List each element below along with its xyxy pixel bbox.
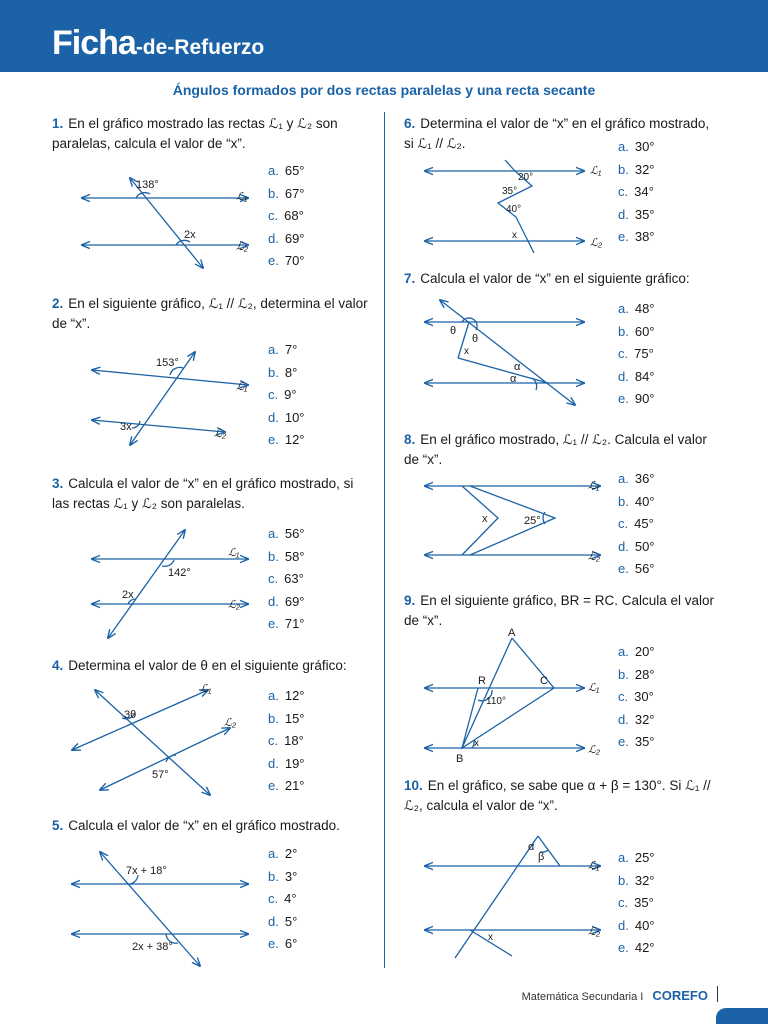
- q2-line1-label: ℒ₁: [236, 381, 248, 393]
- option-value: 40°: [634, 917, 655, 933]
- option-value: 10°: [284, 409, 305, 425]
- q5-top-label: 7x + 18°: [126, 865, 167, 877]
- q10-alpha-label: α: [528, 841, 535, 853]
- option-value: 90°: [634, 391, 655, 406]
- option-letter: d.: [618, 206, 629, 222]
- option-value: 2°: [284, 846, 298, 861]
- q9-R-label: R: [478, 675, 486, 687]
- option-value: 40°: [634, 493, 655, 509]
- q10-beta-label: β: [538, 851, 545, 863]
- option-letter: d.: [618, 917, 629, 933]
- option-letter: b.: [618, 493, 629, 509]
- option-letter: b.: [268, 364, 279, 380]
- q4-angle-label: 3θ: [124, 709, 137, 721]
- q2-line2-label: ℒ₂: [214, 428, 227, 440]
- option-value: 63°: [284, 571, 304, 586]
- footer: [522, 988, 708, 1003]
- option-letter: a.: [268, 163, 279, 178]
- diagram-q10: [425, 836, 600, 958]
- option-letter: c.: [618, 895, 629, 910]
- option-letter: c.: [618, 184, 629, 199]
- option-letter: a.: [268, 342, 279, 357]
- q6-35-label: 35°: [502, 186, 518, 197]
- q7-theta1-label: θ: [450, 325, 457, 337]
- option-letter: d.: [618, 538, 629, 554]
- page-corner-tab: [716, 1008, 768, 1024]
- q6-line2-label: ℒ₂: [590, 237, 603, 249]
- q8-line1-label: ℒ₁: [588, 480, 600, 492]
- option-value: 75°: [634, 346, 654, 361]
- diagram-q6: [425, 160, 584, 253]
- q7-alpha1-label: α: [514, 361, 521, 373]
- q3-line2-label: ℒ₂: [228, 599, 241, 611]
- option-value: 21°: [284, 778, 305, 793]
- option-value: 56°: [634, 561, 655, 576]
- q7-alpha2-label: α: [510, 373, 517, 385]
- option-letter: c.: [268, 733, 279, 748]
- title-main: Ficha: [52, 24, 136, 62]
- question-4: 4. Determina el valor de θ en el siguiente gráfico:: [52, 658, 347, 673]
- q5-bottom-label: 2x + 38°: [132, 941, 173, 953]
- q6-40-label: 40°: [506, 204, 522, 215]
- option-value: 4°: [284, 891, 297, 906]
- option-letter: e.: [618, 391, 629, 406]
- q1-angle-label: 138°: [136, 179, 159, 191]
- option-value: 35°: [634, 895, 654, 910]
- q8-x-label: x: [482, 513, 488, 525]
- q9-line1-label: ℒ₁: [588, 682, 600, 694]
- question-9: 9. En el siguiente gráfico, BR = RC. Calcula el valor de “x”.: [404, 593, 715, 628]
- q1-line2-label: ℒ₂: [236, 241, 249, 253]
- option-value: 50°: [634, 538, 655, 554]
- option-value: 69°: [284, 593, 305, 609]
- option-value: 8°: [284, 364, 298, 380]
- option-value: 36°: [634, 471, 655, 486]
- question-10: 10. En el gráfico, se sabe que α + β = 130°. Si ℒ₁ // ℒ₂, calcula el valor de “x”.: [404, 778, 711, 813]
- option-letter: a.: [268, 846, 279, 861]
- diagram-q3: [92, 530, 248, 638]
- option-letter: e.: [268, 616, 279, 631]
- question-1: 1. En el gráfico mostrado las rectas ℒ₁ y ℒ₂ son paralelas, calcula el valor de “x”.: [52, 116, 338, 151]
- diagram-q1: [82, 178, 248, 268]
- question-5: 5. Calcula el valor de “x” en el gráfico mostrado.: [52, 818, 340, 833]
- option-value: 32°: [634, 711, 655, 727]
- option-letter: a.: [268, 688, 279, 703]
- option-value: 28°: [634, 666, 655, 682]
- q8-25-label: 25°: [524, 515, 541, 527]
- q9-line2-label: ℒ₂: [588, 744, 601, 756]
- q3-line1-label: ℒ₁: [228, 547, 240, 559]
- q10-x-label: x: [488, 932, 493, 943]
- option-letter: e.: [618, 940, 629, 955]
- option-value: 19°: [284, 755, 305, 771]
- option-value: 67°: [284, 185, 305, 201]
- diagram-q4: [72, 690, 230, 795]
- option-letter: c.: [618, 516, 629, 531]
- option-value: 42°: [634, 940, 655, 955]
- q6-20-label: 20°: [518, 172, 534, 183]
- option-letter: b.: [618, 161, 629, 177]
- option-letter: d.: [268, 593, 279, 609]
- q3-x-label: 2x: [122, 589, 134, 601]
- diagram-q8: [425, 486, 600, 555]
- option-letter: b.: [618, 323, 629, 339]
- option-letter: c.: [268, 891, 279, 906]
- question-7: 7. Calcula el valor de “x” en el siguiente gráfico:: [404, 271, 690, 286]
- option-value: 35°: [634, 206, 655, 222]
- q10-line2-label: ℒ₂: [588, 926, 601, 938]
- option-letter: d.: [268, 755, 279, 771]
- q2-x-label: 3x: [120, 421, 132, 433]
- option-letter: b.: [268, 710, 279, 726]
- option-value: 71°: [284, 616, 305, 631]
- option-letter: b.: [618, 666, 629, 682]
- option-letter: c.: [618, 346, 629, 361]
- option-value: 32°: [634, 872, 655, 888]
- option-letter: e.: [618, 734, 629, 749]
- option-letter: a.: [618, 139, 629, 154]
- question-2: 2. En el siguiente gráfico, ℒ₁ // ℒ₂, determina el valor de “x”.: [52, 296, 368, 331]
- q7-theta2-label: θ: [472, 333, 479, 345]
- option-letter: a.: [268, 526, 279, 541]
- option-value: 6°: [284, 936, 298, 951]
- option-value: 20°: [634, 644, 655, 659]
- option-letter: a.: [618, 471, 629, 486]
- option-letter: b.: [618, 872, 629, 888]
- question-3: 3. Calcula el valor de “x” en el gráfico mostrado, si las rectas ℒ₁ y ℒ₂ son paralelas.: [52, 476, 354, 511]
- q9-C-label: C: [540, 675, 548, 687]
- q9-x-label: x: [474, 738, 479, 749]
- q1-line1-label: ℒ₁: [236, 191, 248, 203]
- q10-line1-label: ℒ₁: [588, 860, 600, 872]
- option-letter: a.: [618, 644, 629, 659]
- q6-line1-label: ℒ₁: [590, 165, 602, 177]
- option-value: 30°: [634, 689, 654, 704]
- option-letter: d.: [268, 913, 279, 929]
- option-letter: d.: [268, 230, 279, 246]
- subtitle: Ángulos formados por dos rectas paralelas y una recta secante: [172, 82, 596, 98]
- option-letter: e.: [618, 229, 629, 244]
- q1-x-label: 2x: [184, 229, 196, 241]
- footer-brand: COREFO: [652, 988, 708, 1003]
- option-letter: c.: [268, 208, 279, 223]
- q7-x-label: x: [464, 346, 469, 357]
- option-value: 70°: [284, 253, 305, 268]
- title-rest: -de-Refuerzo: [135, 36, 265, 59]
- option-letter: e.: [268, 432, 279, 447]
- q4-line2-label: ℒ₂: [224, 717, 237, 729]
- option-value: 45°: [634, 516, 654, 531]
- q4-line1-label: ℒ₁: [200, 683, 212, 695]
- option-value: 3°: [284, 868, 298, 884]
- option-letter: e.: [268, 936, 279, 951]
- option-value: 12°: [284, 432, 305, 447]
- q3-angle-label: 142°: [168, 567, 191, 579]
- option-value: 58°: [284, 548, 305, 564]
- option-letter: a.: [618, 301, 629, 316]
- question-8: 8. En el gráfico mostrado, ℒ₁ // ℒ₂. Calcula el valor de “x”.: [404, 432, 707, 467]
- option-value: 56°: [284, 526, 305, 541]
- option-letter: b.: [268, 548, 279, 564]
- option-value: 65°: [284, 163, 305, 178]
- diagram-q9: [425, 638, 584, 748]
- q8-line2-label: ℒ₂: [588, 551, 601, 563]
- q9-A-label: A: [508, 627, 516, 639]
- q9-B-label: B: [456, 753, 464, 765]
- option-value: 35°: [634, 734, 655, 749]
- option-value: 5°: [284, 913, 298, 929]
- q9-110-label: 110°: [486, 696, 506, 707]
- question-6: 6. Determina el valor de “x” en el gráfico mostrado, si ℒ₁ // ℒ₂.: [404, 116, 710, 151]
- option-value: 84°: [634, 368, 655, 384]
- diagram-q7: [425, 300, 584, 405]
- q4-57-label: 57°: [152, 769, 169, 781]
- option-value: 9°: [284, 387, 297, 402]
- option-letter: c.: [268, 387, 279, 402]
- option-letter: c.: [268, 571, 279, 586]
- option-letter: d.: [618, 368, 629, 384]
- option-letter: e.: [268, 778, 279, 793]
- option-value: 7°: [284, 342, 298, 357]
- option-value: 69°: [284, 230, 305, 246]
- option-letter: e.: [618, 561, 629, 576]
- option-letter: d.: [268, 409, 279, 425]
- option-letter: a.: [618, 850, 629, 865]
- option-value: 38°: [634, 229, 655, 244]
- option-value: 68°: [284, 208, 304, 223]
- option-letter: d.: [618, 711, 629, 727]
- footer-course: Matemática Secundaria I: [521, 991, 644, 1003]
- option-value: 32°: [634, 161, 655, 177]
- option-value: 15°: [284, 710, 305, 726]
- q2-angle-label: 153°: [156, 357, 179, 369]
- option-letter: b.: [268, 868, 279, 884]
- option-letter: e.: [268, 253, 279, 268]
- option-value: 60°: [634, 323, 655, 339]
- option-value: 34°: [634, 184, 654, 199]
- option-value: 30°: [634, 139, 655, 154]
- option-value: 18°: [284, 733, 304, 748]
- q6-x-label: x: [512, 230, 517, 241]
- footer-separator: [717, 986, 718, 1002]
- option-value: 48°: [634, 301, 655, 316]
- option-letter: c.: [618, 689, 629, 704]
- option-value: 12°: [284, 688, 305, 703]
- option-letter: b.: [268, 185, 279, 201]
- option-value: 25°: [634, 850, 655, 865]
